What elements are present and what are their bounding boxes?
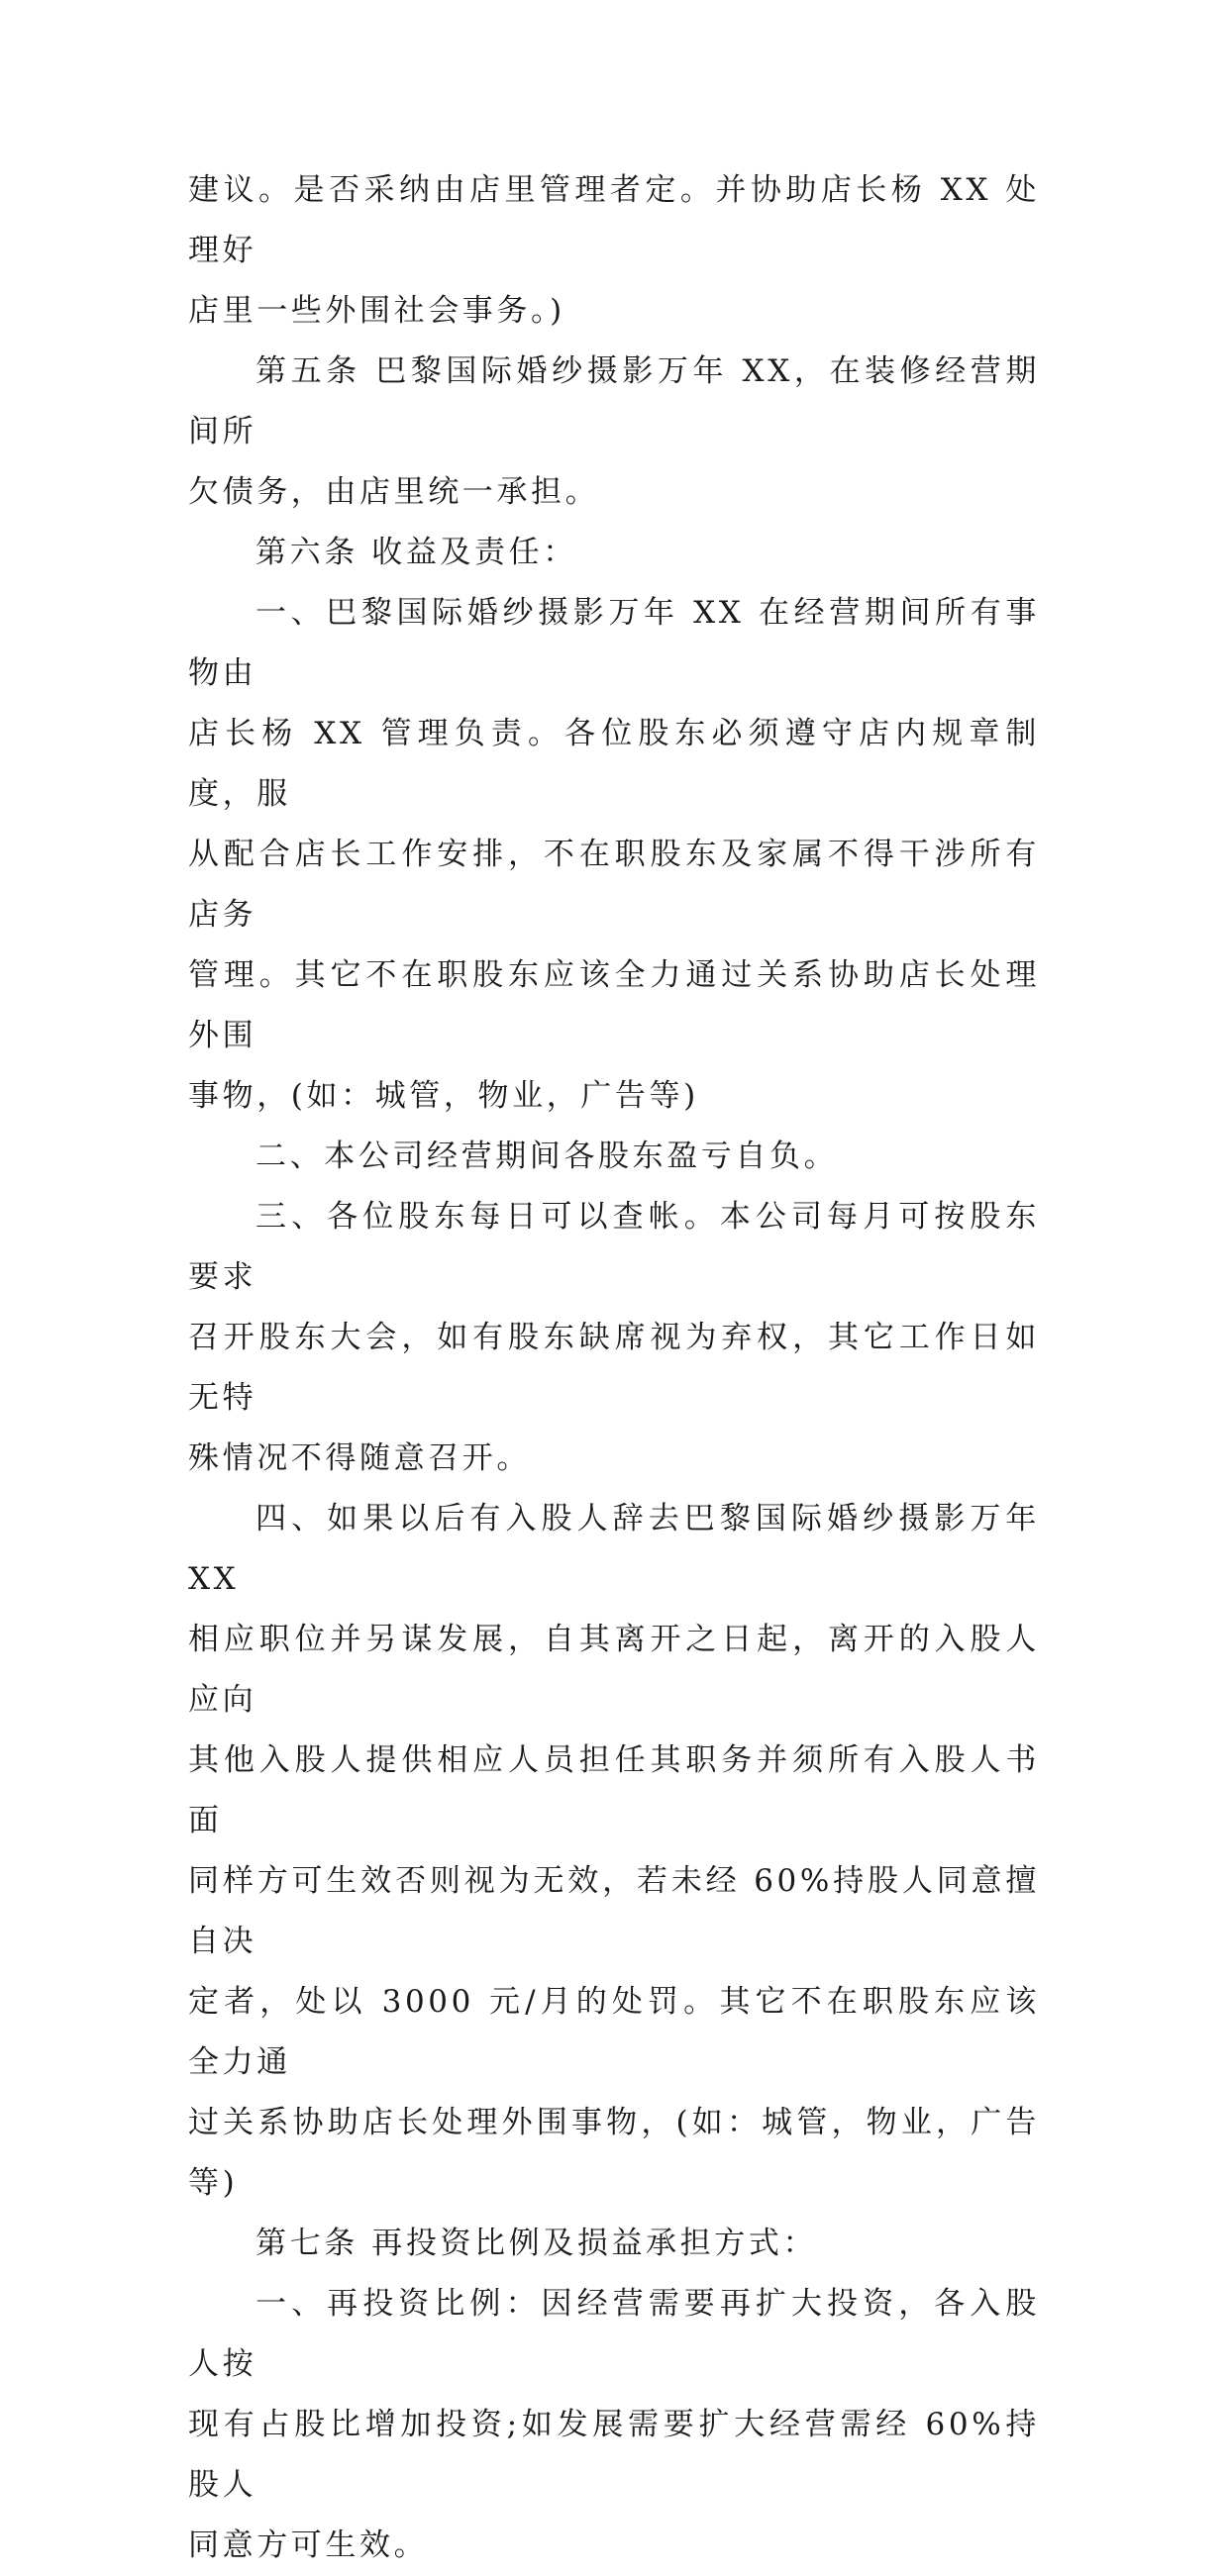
paragraph xyxy=(188,160,1040,342)
text-line: 从配合店长工作安排，不在职股东及家属不得干涉所有店务 xyxy=(188,837,1040,933)
text-line: 店长杨 XX 管理负责。各位股东必须遵守店内规章制度，服 xyxy=(188,716,1040,812)
paragraph xyxy=(188,1127,1040,1187)
text-line: 建议。是否采纳由店里管理者定。并协助店长杨 XX 处理好 xyxy=(188,172,1040,268)
text-line: 现有占股比增加投资;如发展需要扩大经营需经 60%持股人 xyxy=(188,2407,1040,2503)
text-line: 召开股东大会，如有股东缺席视为弃权，其它工作日如无特 xyxy=(188,1320,1040,1416)
paragraph xyxy=(188,2214,1040,2274)
text-line: 同意方可生效。 xyxy=(188,2527,429,2563)
text-line: 欠债务，由店里统一承担。 xyxy=(188,474,600,510)
text-line: 其他入股人提供相应人员担任其职务并须所有入股人书面 xyxy=(188,1742,1040,1838)
text-line: 殊情况不得随意召开。 xyxy=(188,1440,531,1476)
paragraph xyxy=(188,523,1040,583)
paragraph xyxy=(188,342,1040,523)
text-line: 四、如果以后有入股人辞去巴黎国际婚纱摄影万年 XX xyxy=(188,1501,1054,1597)
text-line: 一、巴黎国际婚纱摄影万年 XX 在经营期间所有事物由 xyxy=(188,595,1040,691)
text-line: 二、本公司经营期间各股东盈亏自负。 xyxy=(256,1139,839,1174)
text-line: 相应职位并另谋发展，自其离开之日起，离开的入股人应向 xyxy=(188,1622,1040,1718)
paragraph xyxy=(188,583,1040,1127)
paragraph xyxy=(188,2274,1040,2576)
paragraph xyxy=(188,1489,1054,2214)
document-body xyxy=(188,160,1054,2576)
text-line: 店里一些外围社会事务。) xyxy=(188,293,565,329)
text-line: 一、再投资比例：因经营需要再扩大投资，各入股人按 xyxy=(188,2286,1040,2382)
text-line: 第六条 收益及责任： xyxy=(256,535,577,570)
text-line: 同样方可生效否则视为无效，若未经 60%持股人同意擅自决 xyxy=(188,1863,1040,1959)
text-line: 定者，处以 3000 元/月的处罚。其它不在职股东应该全力通 xyxy=(188,1984,1040,2080)
text-line: 第七条 再投资比例及损益承担方式： xyxy=(256,2226,818,2261)
text-line: 三、各位股东每日可以查帐。本公司每月可按股东要求 xyxy=(188,1199,1040,1295)
text-line: 第五条 巴黎国际婚纱摄影万年 XX，在装修经营期间所 xyxy=(188,353,1040,449)
paragraph xyxy=(188,1187,1040,1489)
text-line: 事物，(如：城管，物业，广告等) xyxy=(188,1078,699,1114)
text-line: 管理。其它不在职股东应该全力通过关系协助店长处理外围 xyxy=(188,957,1040,1053)
text-line: 过关系协助店长处理外围事物，(如：城管，物业，广告等) xyxy=(188,2105,1040,2201)
